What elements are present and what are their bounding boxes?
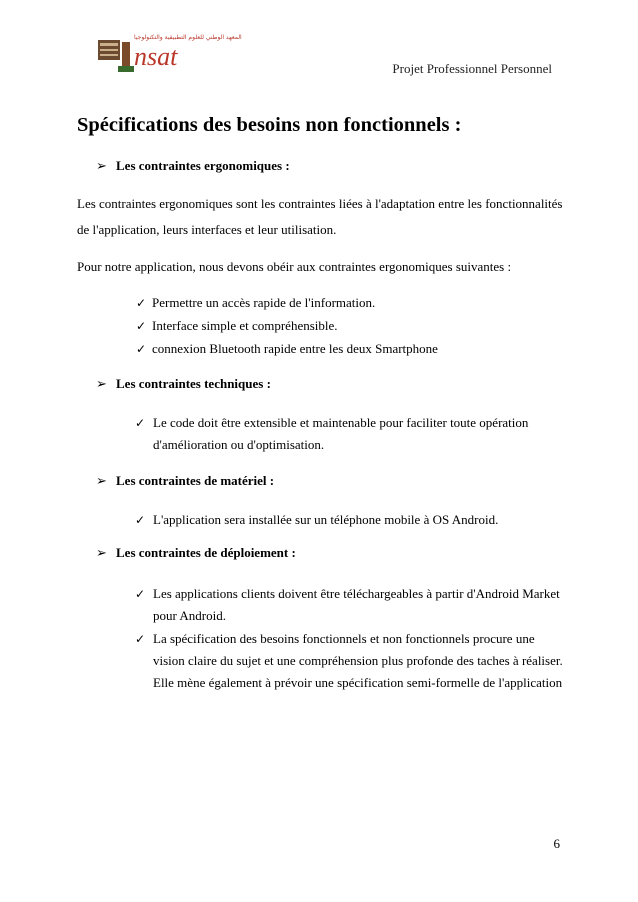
- section-title: Spécifications des besoins non fonctionnels :: [77, 114, 462, 136]
- arrow-bullet-icon: ➢: [96, 158, 107, 173]
- ergonomic-paragraph-line1: Les contraintes ergonomiques sont les contraintes liées à l'adaptation entre les fonctionnalités: [77, 196, 563, 211]
- check-icon: ✓: [135, 513, 146, 527]
- ergonomic-item: ✓ Interface simple et compréhensible.: [136, 318, 338, 333]
- arrow-bullet-icon: ➢: [96, 473, 107, 488]
- check-icon: ✓: [135, 632, 146, 646]
- deployment-item: ✓ La spécification des besoins fonctionnels et non fonctionnels procure une vision claire du sujet et une compréhension plus profonde des taches à réaliser. Elle mène également à prévoir une spécification semi-formelle de l'application: [153, 628, 563, 694]
- technical-item: ✓ Le code doit être extensible et maintenable pour faciliter toute opération d'amélioration ou d'optimisation.: [153, 412, 528, 456]
- hardware-heading: ➢ Les contraintes de matériel :: [96, 473, 275, 488]
- ergonomic-intro: Pour notre application, nous devons obéir aux contraintes ergonomiques suivantes :: [77, 259, 512, 274]
- deployment-item: ✓ Les applications clients doivent être téléchargeables à partir d'Android Market pour Android.: [153, 583, 560, 627]
- deployment-heading: ➢ Les contraintes de déploiement :: [96, 545, 296, 560]
- ergonomic-item: ✓ connexion Bluetooth rapide entre les deux Smartphone: [136, 341, 438, 356]
- page-number: 6: [553, 836, 560, 851]
- arrow-bullet-icon: ➢: [96, 376, 107, 391]
- header-title: Projet Professionnel Personnel: [392, 61, 552, 76]
- technical-heading: ➢ Les contraintes techniques :: [96, 376, 271, 391]
- ergonomic-item: ✓ Permettre un accès rapide de l'information.: [136, 295, 376, 310]
- logo-arabic-text: المعهد الوطني للعلوم التطبيقية والتكنولوجيا: [134, 34, 242, 41]
- check-icon: ✓: [136, 342, 147, 356]
- check-icon: ✓: [135, 587, 146, 601]
- logo-wordmark: nsat: [134, 42, 178, 71]
- check-icon: ✓: [136, 296, 147, 310]
- check-icon: ✓: [136, 319, 147, 333]
- check-icon: ✓: [135, 416, 146, 430]
- ergonomic-paragraph-line2: de l'application, leurs interfaces et leur utilisation.: [77, 222, 337, 237]
- hardware-item: ✓ L'application sera installée sur un téléphone mobile à OS Android.: [153, 509, 498, 531]
- arrow-bullet-icon: ➢: [96, 545, 107, 560]
- ergonomic-heading: ➢ Les contraintes ergonomiques :: [96, 158, 290, 173]
- insat-logo: [96, 30, 242, 76]
